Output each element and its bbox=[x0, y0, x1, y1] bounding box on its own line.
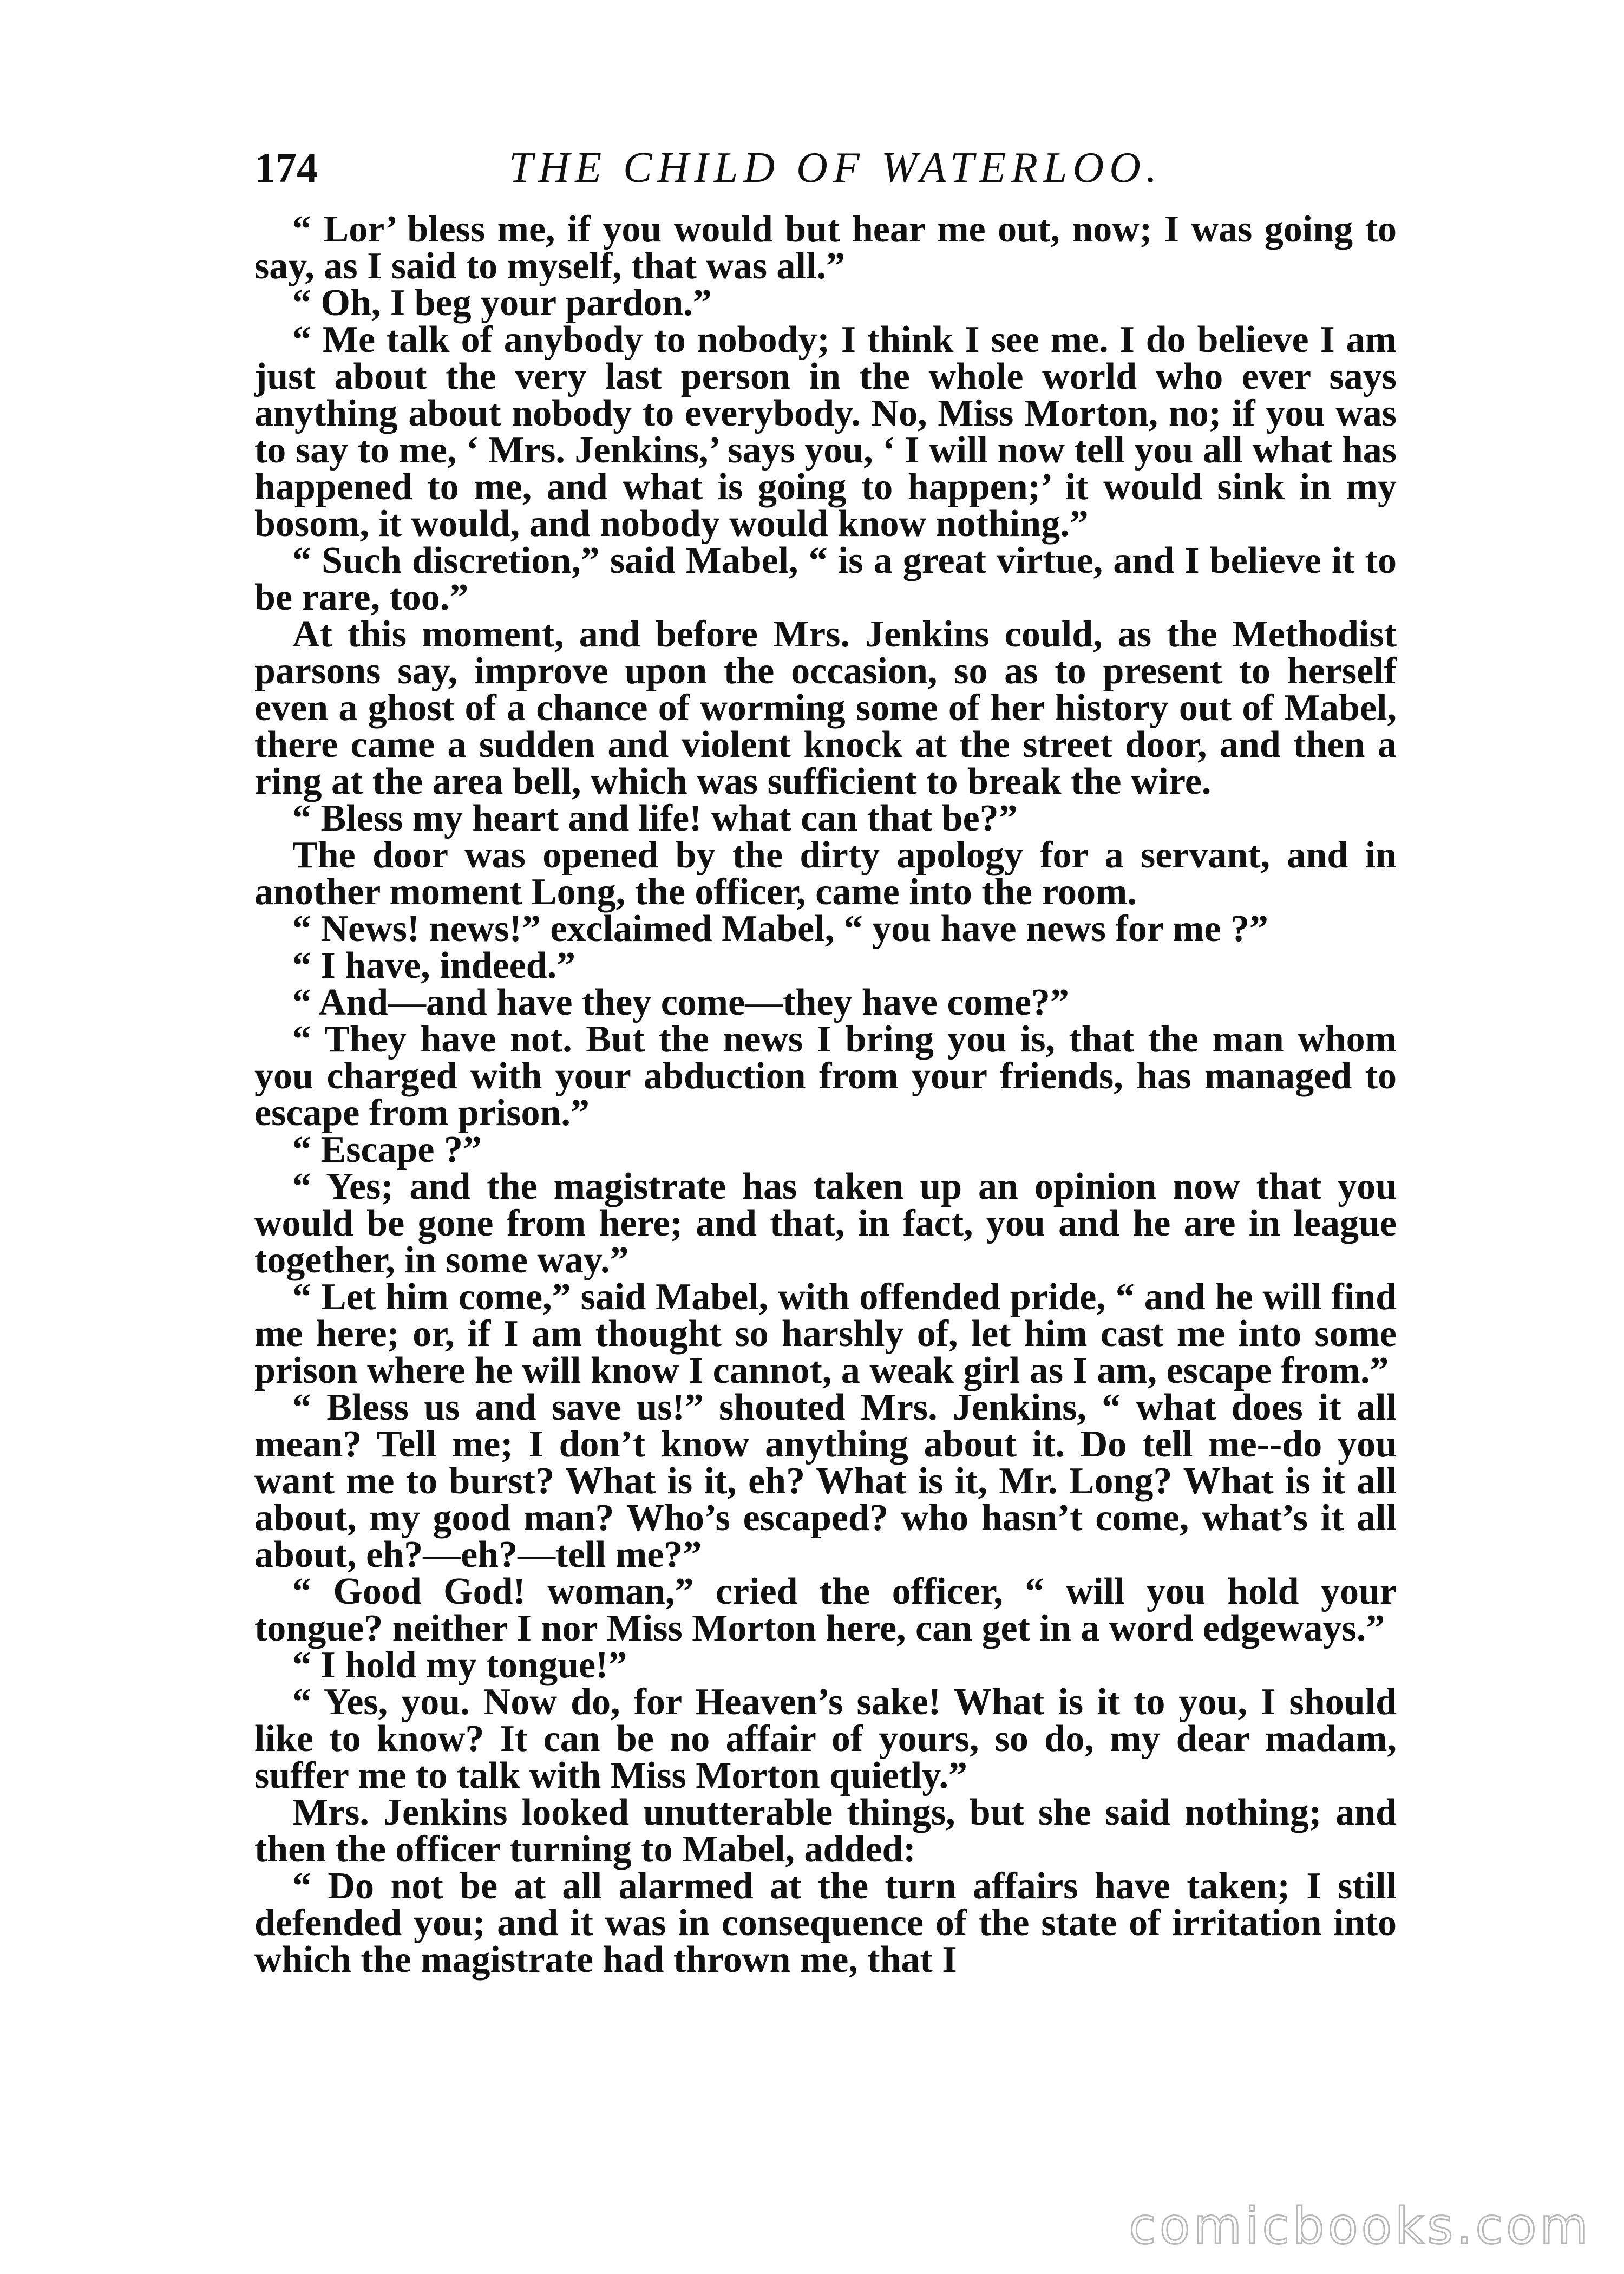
paragraph: “ Oh, I beg your pardon.” bbox=[292, 282, 712, 324]
paragraph: “ Yes, you. Now do, for Heaven’s sake! What is it to you, I should like to know? It can be no affair of yours, so do, my dear madam, suffer me to talk with Miss Morton quietly.” bbox=[254, 1681, 1397, 1796]
paragraph: “ News! news!” exclaimed Mabel, “ you have news for me ?” bbox=[292, 908, 1268, 950]
paragraph: The door was opened by the dirty apology for a servant, and in another moment Long, the officer, came into the room. bbox=[254, 834, 1397, 913]
paragraph: “ Such discretion,” said Mabel, “ is a great virtue, and I believe it to be rare, too.” bbox=[254, 540, 1397, 618]
paragraph: “ I have, indeed.” bbox=[292, 945, 576, 986]
paragraph: “ And—and have they come—they have come?” bbox=[292, 982, 1069, 1023]
paragraph: “ I hold my tongue!” bbox=[292, 1644, 627, 1686]
paragraph: “ Bless us and save us!” shouted Mrs. Jenkins, “ what does it all mean? Tell me; I don’t know anything about it. Do tell me--do you want me to burst? What is it, eh? What is it, Mr. Long? What is it all about, my good man? Who’s escaped? who hasn’t come, what’s it all about, eh?—eh?—tell me?” bbox=[254, 1387, 1397, 1576]
watermark: comicbooks.com bbox=[1129, 2197, 1592, 2255]
paragraph: “ Bless my heart and life! what can that be?” bbox=[292, 798, 1018, 839]
page-number: 174 bbox=[254, 144, 318, 191]
paragraph: “ They have not. But the news I bring you is, that the man whom you charged with your abduction from your friends, has managed to escape from prison.” bbox=[254, 1018, 1397, 1134]
paragraph: “ Good God! woman,” cried the officer, “ will you hold your tongue? neither I nor Miss Morton here, can get in a word edgeways.” bbox=[254, 1571, 1397, 1649]
body-text bbox=[254, 211, 1397, 2139]
paragraph: “ Let him come,” said Mabel, with offended pride, “ and he will find me here; or, if I am thought so harshly of, let him cast me into some prison where he will know I cannot, a weak girl as I am, escape from.” bbox=[254, 1276, 1397, 1391]
page-header bbox=[254, 138, 1407, 198]
paragraph: Mrs. Jenkins looked unutterable things, but she said nothing; and then the officer turning to Mabel, added: bbox=[254, 1792, 1397, 1870]
paragraph: “ Yes; and the magistrate has taken up an opinion now that you would be gone from here; and that, in fact, you and he are in league together, in some way.” bbox=[254, 1166, 1397, 1281]
running-head: THE CHILD OF WATERLOO. bbox=[509, 144, 1163, 192]
paragraph: “ Me talk of anybody to nobody; I think I see me. I do believe I am just about the very last person in the whole world who ever says anything about nobody to everybody. No, Miss Morton, no; if you was to say to me, ‘ Mrs. Jenkins,’ says you, ‘ I will now tell you all what has happened to me, and what is going to happen;’ it would sink in my bosom, it would, and nobody would know nothing.” bbox=[254, 319, 1397, 545]
paragraph: “ Do not be at all alarmed at the turn affairs have taken; I still defended you; and it was in consequence of the state of irritation into which the magistrate had thrown me, that I bbox=[254, 1865, 1397, 1981]
paragraph: “ Lor’ bless me, if you would but hear me out, now; I was going to say, as I said to myself, that was all.” bbox=[254, 211, 1397, 287]
paragraph: At this moment, and before Mrs. Jenkins could, as the Methodist parsons say, improve upon the occasion, so as to present to herself even a ghost of a chance of worming some of her history out of Mabel, there came a sudden and violent knock at the street door, and then a ring at the area bell, which was sufficient to break the wire. bbox=[254, 613, 1397, 802]
paragraph: “ Escape ?” bbox=[292, 1129, 482, 1171]
